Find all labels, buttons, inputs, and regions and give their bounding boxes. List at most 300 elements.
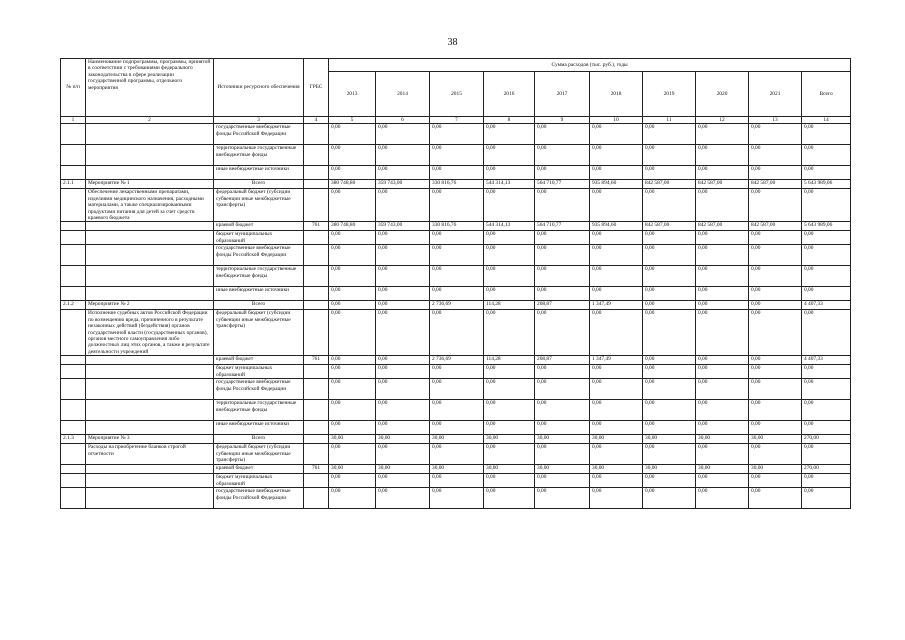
row-value: 0,00	[430, 421, 484, 435]
row-value: 1 347,49	[590, 356, 643, 365]
row-value: 359 743,00	[376, 180, 430, 189]
row-value: 0,00	[696, 444, 749, 465]
row-num	[61, 266, 86, 287]
column-number: 8	[484, 117, 535, 124]
row-value: 0,00	[376, 356, 430, 365]
header-year: 2020	[696, 72, 749, 117]
row-num	[61, 189, 86, 222]
row-value: 0,00	[696, 145, 749, 166]
row-value: 0,00	[376, 287, 430, 301]
row-value: 0,00	[802, 444, 851, 465]
row-value: 330 816,76	[430, 222, 484, 231]
row-grbs	[304, 435, 329, 444]
row-value: 0,00	[696, 379, 749, 400]
row-value: 30,00	[749, 465, 802, 474]
row-value: 0,00	[329, 444, 376, 465]
row-name	[86, 379, 214, 400]
table-row	[61, 310, 851, 356]
row-value: 0,00	[535, 245, 590, 266]
row-num	[61, 231, 86, 245]
row-value: 30,00	[590, 465, 643, 474]
row-value: 0,00	[696, 231, 749, 245]
row-value: 0,00	[590, 124, 643, 145]
row-value: 0,00	[802, 365, 851, 379]
row-value: 0,00	[484, 166, 535, 180]
row-num	[61, 474, 86, 488]
header-source: Источники ресурсного обеспечения	[214, 59, 304, 117]
row-grbs	[304, 310, 329, 356]
row-value: 0,00	[696, 474, 749, 488]
row-value: 4 407,33	[802, 356, 851, 365]
row-value: 208,87	[535, 356, 590, 365]
row-source: федеральный бюджет (субсидии субвенции иные межбюджетные трансферты)	[214, 310, 304, 356]
row-source: Всего	[214, 301, 304, 310]
row-value: 0,00	[535, 166, 590, 180]
row-name: Обеспечение лекарственными препаратами, изделиями медицинского назначения, расходными материалами, а также специализированными продуктами питания для детей за счет средств краевого бюджета	[86, 189, 214, 222]
row-value: 0,00	[535, 189, 590, 222]
row-value: 0,00	[802, 266, 851, 287]
table-row	[61, 231, 851, 245]
row-grbs	[304, 166, 329, 180]
row-value: 0,00	[643, 365, 696, 379]
row-value: 0,00	[430, 310, 484, 356]
row-name: Мероприятие № 1	[86, 180, 214, 189]
row-name: Мероприятие № 2	[86, 301, 214, 310]
row-value: 30,00	[329, 465, 376, 474]
row-value: 0,00	[749, 421, 802, 435]
row-num	[61, 145, 86, 166]
table-row	[61, 474, 851, 488]
row-value: 0,00	[802, 231, 851, 245]
header-year: 2021	[749, 72, 802, 117]
row-grbs: 761	[304, 465, 329, 474]
row-value: 0,00	[430, 231, 484, 245]
row-value: 0,00	[484, 124, 535, 145]
row-name	[86, 465, 214, 474]
row-value: 0,00	[430, 379, 484, 400]
row-value: 0,00	[802, 488, 851, 509]
row-value: 0,00	[749, 488, 802, 509]
header-name: Наименование подпрограммы, программы, принятой в соответствии с требованиями федерального законодательства в сфере реализации государственной программы, отдельного мероприятия	[86, 59, 214, 117]
table-row	[61, 488, 851, 509]
row-value: 0,00	[802, 287, 851, 301]
row-name	[86, 474, 214, 488]
row-source: бюджет муниципальных образований	[214, 365, 304, 379]
row-value: 0,00	[484, 310, 535, 356]
row-grbs	[304, 245, 329, 266]
row-value: 0,00	[376, 488, 430, 509]
row-value: 0,00	[535, 400, 590, 421]
row-value: 0,00	[430, 189, 484, 222]
row-grbs: 761	[304, 222, 329, 231]
row-value: 0,00	[329, 400, 376, 421]
row-value: 0,00	[535, 287, 590, 301]
row-source: бюджет муниципальных образований	[214, 231, 304, 245]
row-value: 0,00	[590, 266, 643, 287]
row-source: бюджет муниципальных образований	[214, 474, 304, 488]
row-value: 0,00	[643, 379, 696, 400]
row-value: 0,00	[802, 379, 851, 400]
row-value: 0,00	[749, 166, 802, 180]
row-value: 0,00	[749, 474, 802, 488]
row-value: 0,00	[643, 124, 696, 145]
row-value: 0,00	[696, 189, 749, 222]
row-value: 0,00	[329, 421, 376, 435]
table-row	[61, 287, 851, 301]
row-value: 0,00	[376, 379, 430, 400]
row-value: 0,00	[484, 400, 535, 421]
header-num: № п/п	[61, 59, 86, 117]
row-value: 0,00	[643, 166, 696, 180]
row-value: 0,00	[376, 400, 430, 421]
row-value: 0,00	[802, 124, 851, 145]
row-value: 0,00	[696, 356, 749, 365]
row-value: 0,00	[749, 287, 802, 301]
table-row	[61, 444, 851, 465]
row-value: 0,00	[749, 189, 802, 222]
row-source: федеральный бюджет (субсидии субвенции иные межбюджетные трансферты)	[214, 189, 304, 222]
row-value: 30,00	[643, 465, 696, 474]
header-year: 2014	[376, 72, 430, 117]
row-value: 0,00	[696, 488, 749, 509]
row-value: 0,00	[643, 488, 696, 509]
row-source: государственные внебюджетные фонды Российской Федерации	[214, 379, 304, 400]
row-value: 0,00	[643, 189, 696, 222]
page-number: 38	[447, 37, 458, 48]
column-number: 1	[61, 117, 86, 124]
row-num	[61, 365, 86, 379]
row-value: 30,00	[430, 465, 484, 474]
row-num	[61, 400, 86, 421]
row-value: 0,00	[696, 266, 749, 287]
row-source: краевой бюджет	[214, 356, 304, 365]
row-grbs	[304, 231, 329, 245]
table-header	[61, 59, 851, 124]
row-num	[61, 379, 86, 400]
row-value: 0,00	[484, 379, 535, 400]
row-value: 0,00	[643, 301, 696, 310]
row-value: 0,00	[749, 310, 802, 356]
row-num: 2.1.2	[61, 301, 86, 310]
row-name	[86, 266, 214, 287]
row-source: территориальные государственные внебюджетные фонды	[214, 145, 304, 166]
column-number: 2	[86, 117, 214, 124]
row-value: 0,00	[643, 474, 696, 488]
header-year: Всего	[802, 72, 851, 117]
row-value: 0,00	[430, 287, 484, 301]
row-value: 2 736,69	[430, 356, 484, 365]
table-row	[61, 356, 851, 365]
row-value: 0,00	[430, 365, 484, 379]
row-value: 0,00	[696, 301, 749, 310]
row-value: 0,00	[590, 245, 643, 266]
row-value: 0,00	[590, 444, 643, 465]
row-value: 0,00	[329, 365, 376, 379]
row-source: иные внебюджетные источники	[214, 166, 304, 180]
row-source: федеральный бюджет (субсидии субвенции иные межбюджетные трансферты)	[214, 444, 304, 465]
row-num	[61, 488, 86, 509]
row-value: 935 894,60	[590, 222, 643, 231]
row-value: 0,00	[802, 400, 851, 421]
row-source: краевой бюджет	[214, 465, 304, 474]
table-row	[61, 421, 851, 435]
row-value: 0,00	[802, 474, 851, 488]
row-value: 0,00	[430, 245, 484, 266]
column-number: 12	[696, 117, 749, 124]
row-value: 208,87	[535, 301, 590, 310]
row-num	[61, 222, 86, 231]
row-value: 0,00	[696, 124, 749, 145]
row-value: 0,00	[535, 124, 590, 145]
row-value: 0,00	[590, 145, 643, 166]
column-number: 5	[329, 117, 376, 124]
row-value: 5 643 989,06	[802, 180, 851, 189]
row-value: 0,00	[696, 166, 749, 180]
column-number: 4	[304, 117, 329, 124]
row-source: иные внебюджетные источники	[214, 421, 304, 435]
row-value: 544 314,13	[484, 222, 535, 231]
table-row	[61, 301, 851, 310]
row-value: 380 748,80	[329, 180, 376, 189]
row-value: 0,00	[430, 266, 484, 287]
row-value: 30,00	[376, 435, 430, 444]
row-value: 0,00	[329, 166, 376, 180]
row-value: 842 587,00	[749, 222, 802, 231]
row-value: 270,00	[802, 435, 851, 444]
row-value: 0,00	[749, 145, 802, 166]
row-value: 0,00	[590, 310, 643, 356]
row-value: 0,00	[329, 266, 376, 287]
table-row	[61, 465, 851, 474]
row-value: 0,00	[643, 400, 696, 421]
row-value: 114,28	[484, 301, 535, 310]
row-grbs	[304, 444, 329, 465]
row-grbs	[304, 421, 329, 435]
row-num	[61, 245, 86, 266]
table-row	[61, 166, 851, 180]
row-value: 0,00	[376, 301, 430, 310]
table-row	[61, 400, 851, 421]
row-value: 0,00	[590, 421, 643, 435]
row-value: 0,00	[535, 310, 590, 356]
table-row	[61, 222, 851, 231]
row-num	[61, 356, 86, 365]
row-value: 0,00	[696, 287, 749, 301]
row-value: 30,00	[376, 465, 430, 474]
row-value: 0,00	[376, 421, 430, 435]
row-value: 0,00	[749, 356, 802, 365]
row-value: 935 894,60	[590, 180, 643, 189]
row-value: 30,00	[430, 435, 484, 444]
row-value: 564 710,77	[535, 222, 590, 231]
row-value: 0,00	[643, 145, 696, 166]
row-value: 0,00	[749, 400, 802, 421]
column-number: 10	[590, 117, 643, 124]
row-name	[86, 231, 214, 245]
header-sum: Сумма расходов (тыс. руб.), годы	[329, 59, 851, 72]
row-grbs	[304, 400, 329, 421]
column-number: 9	[535, 117, 590, 124]
row-grbs	[304, 266, 329, 287]
row-value: 30,00	[535, 465, 590, 474]
row-value: 0,00	[484, 421, 535, 435]
row-value: 0,00	[802, 145, 851, 166]
row-value: 842 587,00	[696, 180, 749, 189]
row-value: 30,00	[329, 435, 376, 444]
row-value: 0,00	[643, 266, 696, 287]
row-value: 0,00	[802, 310, 851, 356]
row-source: государственные внебюджетные фонды Российской Федерации	[214, 488, 304, 509]
row-value: 0,00	[749, 301, 802, 310]
row-value: 0,00	[484, 266, 535, 287]
row-grbs	[304, 145, 329, 166]
row-value: 0,00	[329, 474, 376, 488]
table-row	[61, 245, 851, 266]
row-value: 0,00	[329, 245, 376, 266]
table-row	[61, 379, 851, 400]
row-num	[61, 310, 86, 356]
table-row	[61, 145, 851, 166]
row-value: 0,00	[376, 124, 430, 145]
row-num	[61, 287, 86, 301]
row-grbs	[304, 365, 329, 379]
row-num: 2.1.1	[61, 180, 86, 189]
row-name	[86, 400, 214, 421]
row-value: 0,00	[430, 400, 484, 421]
row-name	[86, 124, 214, 145]
row-value: 0,00	[643, 245, 696, 266]
row-name	[86, 222, 214, 231]
row-value: 0,00	[484, 145, 535, 166]
header-grbs: ГРБС	[304, 59, 329, 117]
row-grbs	[304, 488, 329, 509]
header-year: 2017	[535, 72, 590, 117]
row-grbs	[304, 301, 329, 310]
row-value: 30,00	[749, 435, 802, 444]
table-row	[61, 189, 851, 222]
row-value: 0,00	[590, 488, 643, 509]
row-value: 0,00	[535, 379, 590, 400]
row-value: 0,00	[329, 301, 376, 310]
row-value: 0,00	[484, 488, 535, 509]
row-value: 30,00	[535, 435, 590, 444]
row-value: 0,00	[329, 379, 376, 400]
row-source: краевой бюджет	[214, 222, 304, 231]
row-num: 2.1.3	[61, 435, 86, 444]
column-number: 13	[749, 117, 802, 124]
row-num	[61, 465, 86, 474]
row-value: 0,00	[329, 310, 376, 356]
row-value: 0,00	[696, 400, 749, 421]
row-value: 2 736,69	[430, 301, 484, 310]
table-body	[61, 124, 851, 509]
row-num	[61, 444, 86, 465]
column-number: 7	[430, 117, 484, 124]
row-value: 0,00	[430, 488, 484, 509]
row-value: 0,00	[590, 365, 643, 379]
row-value: 30,00	[696, 465, 749, 474]
table-row	[61, 266, 851, 287]
row-value: 0,00	[430, 145, 484, 166]
row-grbs	[304, 189, 329, 222]
row-value: 0,00	[535, 365, 590, 379]
row-value: 0,00	[535, 474, 590, 488]
row-value: 0,00	[329, 124, 376, 145]
row-value: 30,00	[643, 435, 696, 444]
row-value: 0,00	[484, 189, 535, 222]
row-value: 842 587,00	[696, 222, 749, 231]
row-value: 0,00	[376, 310, 430, 356]
row-name: Расходы на приобретение бланков строгой отчетности	[86, 444, 214, 465]
row-grbs: 761	[304, 356, 329, 365]
row-value: 0,00	[430, 474, 484, 488]
column-number: 11	[643, 117, 696, 124]
row-value: 0,00	[643, 231, 696, 245]
row-value: 0,00	[749, 379, 802, 400]
header-year: 2015	[430, 72, 484, 117]
row-value: 0,00	[535, 231, 590, 245]
row-source: Всего	[214, 435, 304, 444]
row-value: 30,00	[696, 435, 749, 444]
row-grbs	[304, 379, 329, 400]
row-value: 0,00	[329, 145, 376, 166]
row-value: 0,00	[696, 310, 749, 356]
row-value: 270,00	[802, 465, 851, 474]
column-number: 3	[214, 117, 304, 124]
row-value: 0,00	[535, 444, 590, 465]
row-value: 330 816,76	[430, 180, 484, 189]
row-value: 0,00	[535, 266, 590, 287]
row-value: 1 347,49	[590, 301, 643, 310]
row-value: 30,00	[484, 435, 535, 444]
row-value: 114,28	[484, 356, 535, 365]
table-row	[61, 124, 851, 145]
row-value: 0,00	[376, 231, 430, 245]
row-value: 0,00	[376, 245, 430, 266]
row-name	[86, 488, 214, 509]
row-value: 842 587,00	[643, 180, 696, 189]
row-value: 0,00	[749, 231, 802, 245]
row-value: 544 314,13	[484, 180, 535, 189]
row-num	[61, 124, 86, 145]
row-value: 0,00	[484, 287, 535, 301]
row-value: 0,00	[749, 444, 802, 465]
row-value: 0,00	[430, 166, 484, 180]
row-value: 359 743,00	[376, 222, 430, 231]
row-name	[86, 287, 214, 301]
row-value: 0,00	[749, 245, 802, 266]
row-value: 842 587,00	[749, 180, 802, 189]
header-year: 2018	[590, 72, 643, 117]
table-row	[61, 365, 851, 379]
row-name	[86, 365, 214, 379]
row-value: 842 587,00	[643, 222, 696, 231]
row-value: 5 643 989,06	[802, 222, 851, 231]
row-value: 0,00	[802, 189, 851, 222]
row-value: 0,00	[376, 189, 430, 222]
row-value: 0,00	[376, 266, 430, 287]
row-value: 0,00	[329, 231, 376, 245]
row-value: 0,00	[484, 444, 535, 465]
row-source: государственные внебюджетные фонды Российской Федерации	[214, 124, 304, 145]
row-value: 0,00	[376, 145, 430, 166]
row-value: 0,00	[430, 444, 484, 465]
row-value: 0,00	[590, 231, 643, 245]
row-value: 0,00	[329, 287, 376, 301]
row-value: 0,00	[329, 488, 376, 509]
row-value: 380 748,80	[329, 222, 376, 231]
row-value: 0,00	[749, 124, 802, 145]
